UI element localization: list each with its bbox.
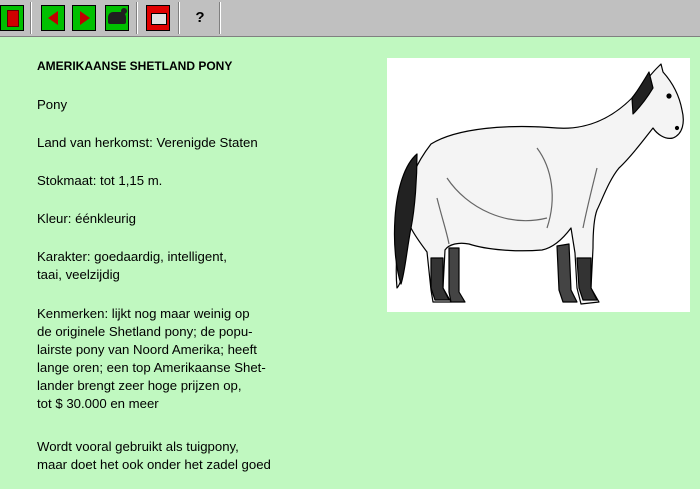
toolbar-separator	[136, 2, 138, 34]
height-text: Stokmaat: tot 1,15 m.	[37, 173, 163, 188]
features-text: Kenmerken: lijkt nog maar weinig op de originele Shetland pony; de popu- lairste pony van Noord Amerika; heeft lange oren; een top Amerikaanse Shet- lander brengt zeer hoge prijzen op, tot $ 30.000 en meer	[37, 306, 266, 411]
next-button[interactable]	[72, 5, 96, 31]
toolbar-separator	[219, 2, 221, 34]
previous-button[interactable]	[41, 5, 65, 31]
toolbar-separator	[30, 2, 32, 34]
horse-image	[387, 58, 690, 312]
page-title: AMERIKAANSE SHETLAND PONY	[37, 59, 233, 73]
exit-button[interactable]	[0, 5, 24, 31]
print-button[interactable]	[146, 5, 170, 31]
color-text: Kleur: éénkleurig	[37, 211, 136, 226]
character-text: Karakter: goedaardig, intelligent, taai, veelzijdig	[37, 249, 227, 282]
toolbar	[0, 0, 700, 37]
door-icon	[7, 10, 19, 27]
toolbar-separator	[178, 2, 180, 34]
breed-type: Pony	[37, 97, 68, 112]
usage-text: Wordt vooral gebruikt als tuigpony, maar doet het ook onder het zadel goed	[37, 439, 271, 472]
horse-illustration	[387, 58, 690, 312]
printer-icon	[151, 13, 167, 25]
horse-index-button[interactable]	[105, 5, 129, 31]
arrow-right-icon	[80, 11, 90, 25]
help-button[interactable]: ?	[195, 9, 205, 26]
origin-text: Land van herkomst: Verenigde Staten	[37, 135, 258, 150]
arrow-left-icon	[48, 11, 58, 25]
